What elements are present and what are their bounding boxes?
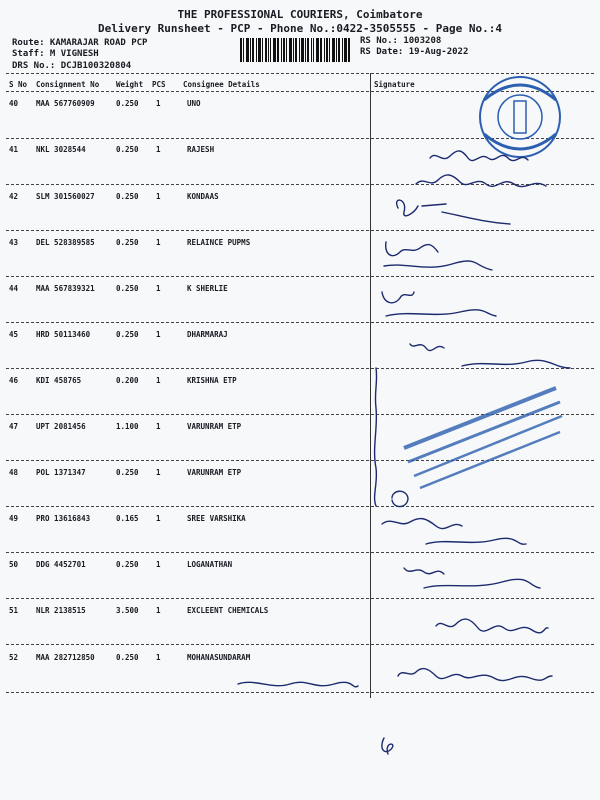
row-weight: 0.250 <box>116 284 139 293</box>
row-consignee: VARUNRAM ETP <box>187 422 242 431</box>
row-consignment: MAA 567760909 <box>36 99 95 108</box>
col-header-consignee: Consignee Details <box>183 80 260 89</box>
row-sno: 45 <box>9 330 19 339</box>
signature-45 <box>410 344 570 368</box>
row-consignee: RAJESH <box>187 145 215 154</box>
row-pcs: 1 <box>156 99 161 108</box>
row-weight: 1.100 <box>116 422 139 431</box>
rs-number: RS No.: 1003208 <box>360 36 442 46</box>
signature-49 <box>382 519 526 545</box>
staff-label: Staff: M VIGNESH <box>12 49 99 59</box>
row-consignee: DHARMARAJ <box>187 330 228 339</box>
col-header-signature: Signature <box>374 80 415 89</box>
signature-44 <box>382 292 496 316</box>
row-consignee: K SHERLIE <box>187 284 228 293</box>
row-sno: 43 <box>9 238 19 247</box>
signature-marks <box>238 151 570 754</box>
row-consignment: NKL 3028544 <box>36 145 86 154</box>
row-pcs: 1 <box>156 653 161 662</box>
row-weight: 0.200 <box>116 376 139 385</box>
row-sno: 51 <box>9 606 19 615</box>
row-sno: 41 <box>9 145 19 154</box>
row-weight: 0.250 <box>116 99 139 108</box>
row-pcs: 1 <box>156 238 161 247</box>
row-consignee: RELAINCE PUPMS <box>187 238 251 247</box>
signature-43 <box>384 242 492 270</box>
row-sno: 46 <box>9 376 19 385</box>
row-pcs: 1 <box>156 192 161 201</box>
row-weight: 3.500 <box>116 606 139 615</box>
row-consignment: KDI 458765 <box>36 376 82 385</box>
row-pcs: 1 <box>156 606 161 615</box>
col-header-weight: Weight <box>116 80 144 89</box>
row-consignment: SLM 301560027 <box>36 192 95 201</box>
row-sno: 44 <box>9 284 19 293</box>
row-pcs: 1 <box>156 514 161 523</box>
row-consignment: POL 1371347 <box>36 468 86 477</box>
row-sno: 48 <box>9 468 19 477</box>
row-sno: 49 <box>9 514 19 523</box>
row-consignee: MOHANASUNDARAM <box>187 653 251 662</box>
signature-52 <box>398 669 552 681</box>
row-consignee: KONDAAS <box>187 192 219 201</box>
drs-number: DRS No.: DCJB100320804 <box>12 61 132 71</box>
row-consignment: MAA 567839321 <box>36 284 95 293</box>
row-consignment: NLR 2138515 <box>36 606 86 615</box>
row-pcs: 1 <box>156 284 161 293</box>
signature-51 <box>436 619 548 633</box>
row-pcs: 1 <box>156 560 161 569</box>
varunram-stamp <box>404 388 562 488</box>
col-header-pcs: PCS <box>152 80 166 89</box>
row-sno: 47 <box>9 422 19 431</box>
row-sno: 40 <box>9 99 19 108</box>
row-weight: 0.250 <box>116 330 139 339</box>
col-header-consignment: Consignment No <box>36 80 100 89</box>
signature-42 <box>397 200 510 224</box>
row-pcs: 1 <box>156 468 161 477</box>
route-label: Route: KAMARAJAR ROAD PCP <box>12 38 148 48</box>
row-consignee: KRISHNA ETP <box>187 376 237 385</box>
row-sno: 50 <box>9 560 19 569</box>
row-weight: 0.250 <box>116 238 139 247</box>
row-weight: 0.250 <box>116 145 139 154</box>
col-header-sno: S No <box>9 80 28 89</box>
handwritten-weight-note <box>238 682 358 687</box>
signature-41-phone <box>416 175 546 187</box>
row-pcs: 1 <box>156 376 161 385</box>
row-consignee: SREE VARSHIKA <box>187 514 246 523</box>
runsheet-subtitle: Delivery Runsheet - PCP - Phone No.:0422-3505555 - Page No.:4 <box>98 22 502 35</box>
row-consignee: LOGANATHAN <box>187 560 233 569</box>
row-consignment: DEL 528389585 <box>36 238 95 247</box>
row-weight: 0.250 <box>116 468 139 477</box>
uno-logistics-stamp <box>480 77 560 157</box>
bracket-mark <box>375 368 377 506</box>
rs-date: RS Date: 19-Aug-2022 <box>360 47 469 57</box>
row-consignment: PRO 13616843 <box>36 514 91 523</box>
row-weight: 0.250 <box>116 653 139 662</box>
row-weight: 0.250 <box>116 192 139 201</box>
row-pcs: 1 <box>156 145 161 154</box>
row-consignment: HRD 50113460 <box>36 330 91 339</box>
row-sno: 42 <box>9 192 19 201</box>
initial-mark <box>382 738 393 754</box>
row-consignee: UNO <box>187 99 201 108</box>
row-weight: 0.165 <box>116 514 139 523</box>
signature-50 <box>404 568 540 588</box>
row-consignment: MAA 282712850 <box>36 653 95 662</box>
row-pcs: 1 <box>156 422 161 431</box>
row-consignee: VARUNRAM ETP <box>187 468 242 477</box>
row-consignment: DDG 4452701 <box>36 560 86 569</box>
row-consignee: EXCLEENT CHEMICALS <box>187 606 269 615</box>
row-weight: 0.250 <box>116 560 139 569</box>
encircled-three <box>392 491 408 506</box>
row-consignment: UPT 2081456 <box>36 422 86 431</box>
row-pcs: 1 <box>156 330 161 339</box>
row-sno: 52 <box>9 653 19 662</box>
company-title: THE PROFESSIONAL COURIERS, Coimbatore <box>177 8 423 21</box>
